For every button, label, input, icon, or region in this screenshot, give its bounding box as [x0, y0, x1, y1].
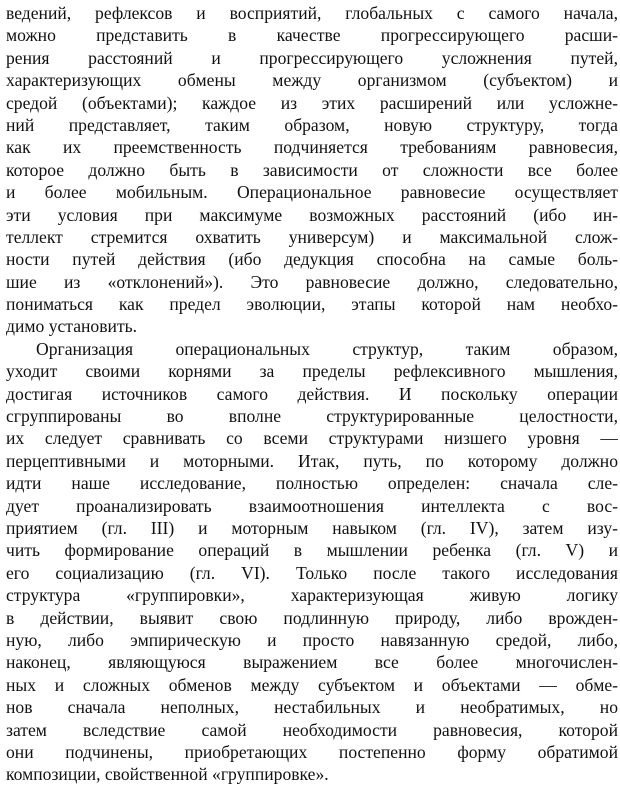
text-line: достигая источников самого действия. И поскольку операции — [6, 383, 618, 404]
paragraph-1 — [6, 2, 618, 338]
text-line: шие из «отклонений»). Это равновесие должно, следовательно, — [6, 271, 618, 292]
text-line: средой (объектами); каждое из этих расширений или усложне- — [6, 92, 618, 113]
text-line: идти наше исследование, полностью определен: сначала сле- — [6, 473, 618, 494]
text-line: ний представляет, таким образом, новую структуру, тогда — [6, 114, 618, 135]
text-line: сгруппированы во вполне структурированные целостности, — [6, 406, 618, 427]
text-line: его социализацию (гл. VI). Только после такого исследования — [6, 562, 618, 583]
text-line: затем вследствие самой необходимости равновесия, которой — [6, 719, 618, 740]
text-line: ную, либо эмпирическую и просто навязанную средой, либо, — [6, 629, 618, 650]
text-line: характеризующих обмены между организмом (субъектом) и — [6, 70, 618, 91]
text-line: перцептивными и моторными. Итак, путь, по которому должно — [6, 450, 618, 471]
text-line: структура «группировки», характеризующая живую логику — [6, 585, 618, 606]
text-line: рения расстояний и прогрессирующего усложнения путей, — [6, 47, 618, 68]
text-line: наконец, являющуюся выражением все более многочислен- — [6, 652, 618, 673]
text-line: и более мобильным. Операциональное равновесие осуществляет — [6, 182, 618, 203]
text-line: которое должно быть в зависимости от сложности все более — [6, 159, 618, 180]
paragraph-2 — [6, 338, 618, 786]
text-line: пониматься как предел эволюции, этапы которой нам необхо- — [6, 294, 618, 315]
text-line: ных и сложных обменов между субъектом и объектами — обме- — [6, 674, 618, 695]
text-line: в действии, выявит свою подлинную природу, либо врожден- — [6, 607, 618, 628]
text-line: уходит своими корнями за пределы рефлексивного мышления, — [6, 361, 618, 382]
text-line: Организация операциональных структур, таким образом, — [36, 338, 618, 359]
text-line: ности путей действия (ибо дедукция способна на самые боль- — [6, 249, 618, 270]
text-line: приятием (гл. III) и моторным навыком (гл. IV), затем изу- — [6, 517, 618, 538]
text-line: чить формирование операций в мышлении ребенка (гл. V) и — [6, 540, 618, 561]
text-line: эти условия при максимуме возможных расстояний (ибо ин- — [6, 204, 618, 225]
text-line: ведений, рефлексов и восприятий, глобальных с самого начала, — [6, 3, 618, 23]
text-line: нов сначала неполных, нестабильных и необратимых, но — [6, 697, 618, 718]
text-line: композиции, свойственной «группировке». — [6, 764, 329, 785]
text-line: они подчинены, приобретающих постепенно форму обратимой — [6, 741, 618, 762]
text-line: дует проанализировать взаимоотношения интеллекта с вос- — [6, 495, 618, 516]
text-line: теллект стремится охватить универсум) и максимальной слож- — [6, 226, 618, 247]
text-line: их следует сравнивать со всеми структурами низшего уровня — — [6, 428, 618, 449]
text-line: как их преемственность подчиняется требованиям равновесия, — [6, 137, 618, 158]
text-line: можно представить в качестве прогрессирующего расши- — [6, 25, 618, 46]
text-line: димо установить. — [6, 316, 138, 337]
